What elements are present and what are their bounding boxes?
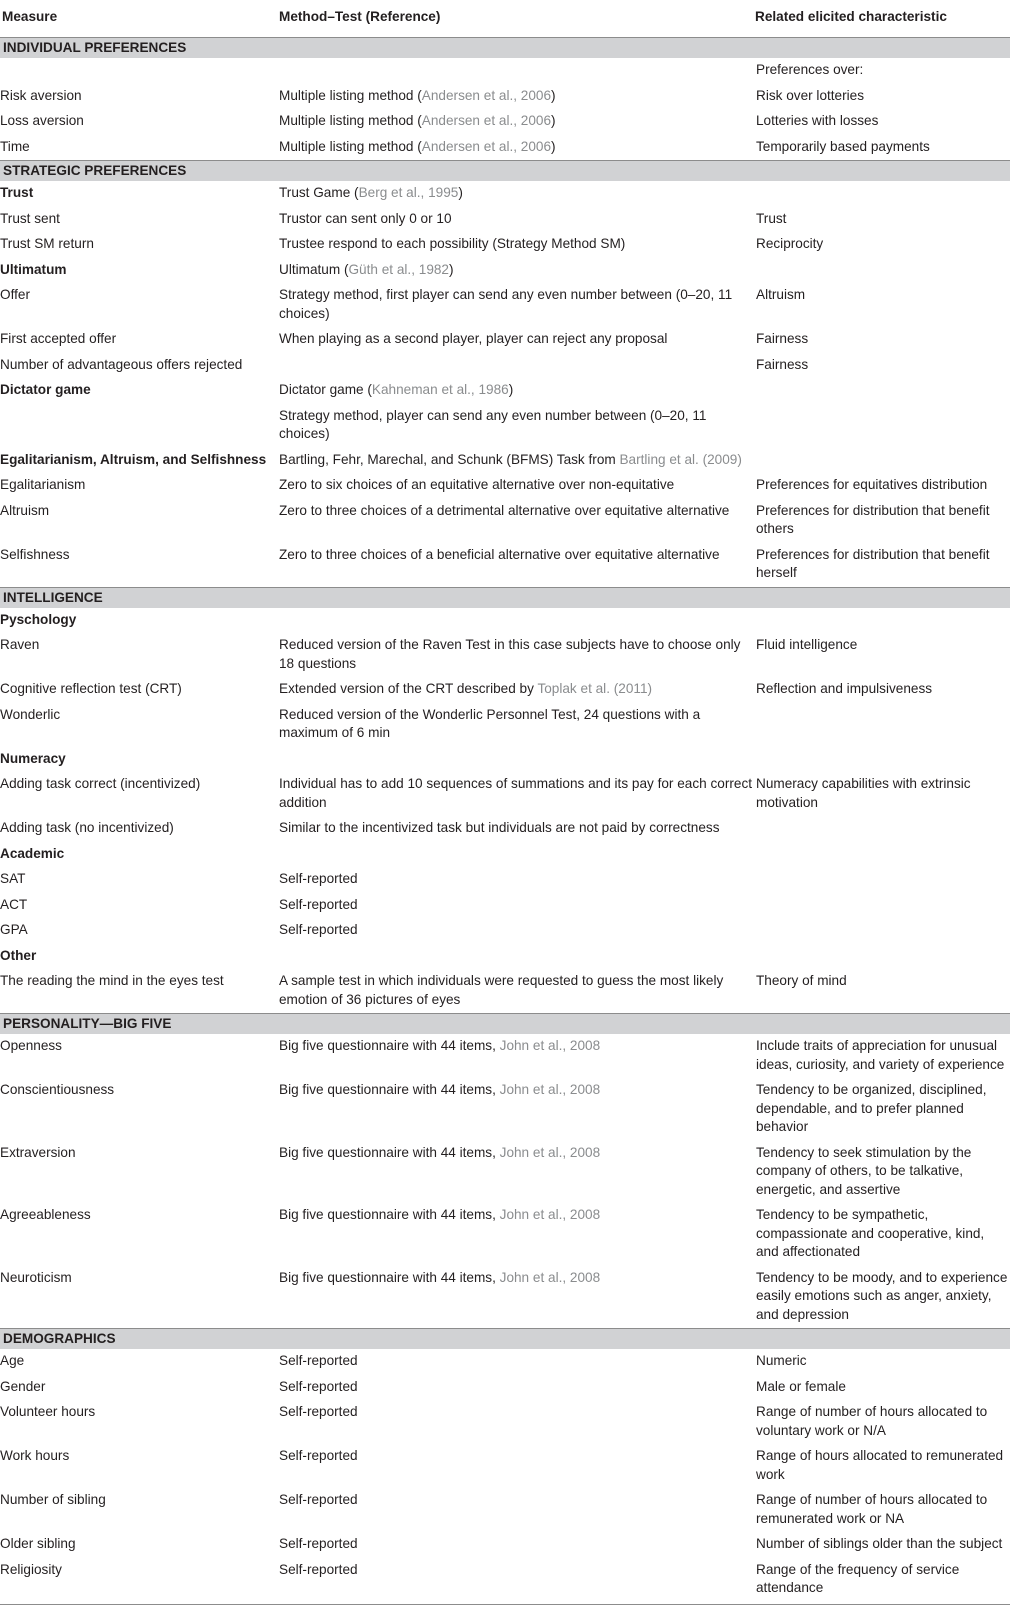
method-text: Similar to the incentivized task but individuals are not paid by correctness xyxy=(279,820,720,835)
table-row xyxy=(0,327,1010,353)
table-row xyxy=(0,633,1010,677)
method-text: Self-reported xyxy=(279,896,358,912)
method-cell xyxy=(277,135,753,161)
section-label: STRATEGIC PREFERENCES xyxy=(0,161,1010,182)
section-label: PERSONALITY—BIG FIVE xyxy=(0,1014,1010,1035)
method-cell xyxy=(277,283,753,327)
method-text: Zero to three choices of a detrimental alternative over equitative alternative xyxy=(279,502,730,518)
table-row xyxy=(0,499,1010,543)
reference-citation: John et al., 2008 xyxy=(499,1082,601,1097)
method-cell xyxy=(277,1349,753,1375)
measure-cell: Altruism xyxy=(0,502,50,518)
method-cell xyxy=(277,703,753,747)
table-row xyxy=(0,58,1010,84)
characteristic-cell: Altruism xyxy=(756,287,806,302)
method-text: Extended version of the CRT described by xyxy=(279,681,538,696)
reference-citation: Andersen et al., 2006 xyxy=(421,87,552,103)
method-text: Zero to six choices of an equitative alternative over non-equitative xyxy=(279,477,675,492)
method-cell xyxy=(277,327,753,353)
table-row xyxy=(0,109,1010,135)
measure-cell: Work hours xyxy=(0,1448,70,1463)
subgroup-row xyxy=(0,378,1010,404)
table-row xyxy=(0,543,1010,588)
table-row xyxy=(0,969,1010,1014)
table-row xyxy=(0,1034,1010,1078)
characteristic-cell: Range of the frequency of service attendance xyxy=(753,1558,1010,1605)
method-cell xyxy=(277,181,753,207)
table-row xyxy=(0,1349,1010,1375)
measure-cell: Adding task correct (incentivized) xyxy=(0,776,201,791)
method-text: Big five questionnaire with 44 items, xyxy=(279,1038,500,1053)
measure-cell: Neuroticism xyxy=(0,1269,72,1285)
table-row xyxy=(0,816,1010,842)
method-cell xyxy=(277,944,753,970)
table-body xyxy=(0,38,1010,1605)
characteristic-cell: Include traits of appreciation for unusual ideas, curiosity, and variety of experience xyxy=(756,1038,1005,1072)
subgroup-row xyxy=(0,608,1010,634)
measure-cell: Time xyxy=(0,138,30,154)
method-text: Multiple listing method ( xyxy=(279,138,422,154)
method-cell xyxy=(277,499,753,543)
measure-cell: ACT xyxy=(0,896,28,912)
measure-cell: GPA xyxy=(0,922,28,937)
measure-cell: Religiosity xyxy=(0,1558,277,1605)
method-cell xyxy=(277,1558,753,1605)
method-cell xyxy=(277,1203,753,1266)
measure-cell: Risk aversion xyxy=(0,87,82,103)
subgroup-row xyxy=(0,258,1010,284)
measure-cell: Number of sibling xyxy=(0,1492,106,1507)
subgroup-row xyxy=(0,747,1010,773)
method-text: Reduced version of the Raven Test in this case subjects have to choose only 18 questions xyxy=(279,637,741,671)
method-text-after: ) xyxy=(458,185,463,200)
table-row xyxy=(0,404,1010,448)
characteristic-cell xyxy=(753,842,1010,868)
measure-cell: Academic xyxy=(0,845,65,861)
table-row xyxy=(0,677,1010,703)
method-text: Individual has to add 10 sequences of summations and its pay for each correct addition xyxy=(279,776,753,810)
measure-cell: Offer xyxy=(0,287,30,302)
characteristic-cell xyxy=(753,448,1010,474)
method-text: Strategy method, player can send any even number between (0–20, 11 choices) xyxy=(279,407,707,441)
method-cell xyxy=(277,608,753,634)
table-row xyxy=(0,703,1010,747)
characteristic-cell xyxy=(753,893,1010,919)
measure-cell: Wonderlic xyxy=(0,706,61,722)
method-cell xyxy=(277,918,753,944)
characteristic-cell xyxy=(753,258,1010,284)
measure-cell: Age xyxy=(0,1353,25,1368)
characteristic-cell: Preferences for equitatives distribution xyxy=(756,477,988,492)
characteristic-cell: Tendency to be sympathetic, compassionate and cooperative, kind, and affectionated xyxy=(756,1207,985,1259)
table-row xyxy=(0,135,1010,161)
measure-cell: Other xyxy=(0,947,37,963)
method-cell xyxy=(277,1034,753,1078)
method-text-after: ) xyxy=(551,138,556,154)
measure-cell: SAT xyxy=(0,871,26,886)
table-row xyxy=(0,1203,1010,1266)
method-text: Self-reported xyxy=(279,1378,358,1394)
measure-cell: Raven xyxy=(0,637,40,652)
characteristic-cell: Preferences over: xyxy=(756,62,864,77)
subgroup-row xyxy=(0,448,1010,474)
section-label: INDIVIDUAL PREFERENCES xyxy=(0,38,1010,59)
subgroup-row xyxy=(0,181,1010,207)
method-text: Bartling, Fehr, Marechal, and Schunk (BFMS) Task from xyxy=(279,451,620,467)
method-cell xyxy=(277,109,753,135)
measure-cell: Egalitarianism xyxy=(0,477,86,492)
method-cell xyxy=(277,404,753,448)
characteristic-cell xyxy=(753,747,1010,773)
table-row xyxy=(0,84,1010,110)
table-row xyxy=(0,1532,1010,1558)
method-text: Ultimatum ( xyxy=(279,261,349,277)
characteristic-cell: Reciprocity xyxy=(756,236,824,251)
table-row xyxy=(0,232,1010,258)
method-text: Strategy method, first player can send any even number between (0–20, 11 choices) xyxy=(279,287,733,321)
section-header-row xyxy=(0,587,1010,608)
characteristic-cell: Tendency to be organized, disciplined, dependable, and to prefer planned behavior xyxy=(756,1082,987,1134)
reference-citation: Berg et al., 1995 xyxy=(358,185,459,200)
characteristic-cell: Range of number of hours allocated to remunerated work or NA xyxy=(756,1492,988,1526)
characteristic-cell xyxy=(753,703,1010,747)
characteristic-cell: Tendency to seek stimulation by the company of others, to be talkative, energetic, and assertive xyxy=(756,1144,972,1197)
table-row xyxy=(0,893,1010,919)
method-cell xyxy=(277,207,753,233)
method-cell xyxy=(277,232,753,258)
characteristic-cell: Preferences for distribution that benefit others xyxy=(756,502,990,536)
table-row xyxy=(0,1266,1010,1329)
reference-citation: Güth et al., 1982 xyxy=(348,261,449,277)
table-row xyxy=(0,473,1010,499)
characteristic-cell: Numeracy capabilities with extrinsic motivation xyxy=(756,776,971,810)
section-label: DEMOGRAPHICS xyxy=(0,1329,1010,1350)
characteristic-cell xyxy=(753,867,1010,893)
method-text: Trust Game ( xyxy=(279,185,359,200)
characteristic-cell: Range of hours allocated to remunerated work xyxy=(756,1448,1004,1482)
measure-cell: Volunteer hours xyxy=(0,1404,96,1419)
method-text: Self-reported xyxy=(279,1561,358,1577)
characteristic-cell: Tendency to be moody, and to experience easily emotions such as anger, anxiety, and depression xyxy=(756,1269,1008,1322)
table-row xyxy=(0,353,1010,379)
header-characteristic: Related elicited characteristic xyxy=(753,0,1010,38)
table-header-row xyxy=(0,0,1010,38)
method-text-after: ) xyxy=(449,261,454,277)
method-cell xyxy=(277,1488,753,1532)
characteristic-cell xyxy=(753,608,1010,634)
measure-cell: Openness xyxy=(0,1038,62,1053)
section-label: INTELLIGENCE xyxy=(0,587,1010,608)
reference-citation: John et al., 2008 xyxy=(499,1144,601,1160)
subgroup-row xyxy=(0,944,1010,970)
characteristic-cell: Male or female xyxy=(756,1378,846,1394)
characteristic-cell xyxy=(753,378,1010,404)
reference-citation: Bartling et al. (2009) xyxy=(619,451,742,467)
characteristic-cell: Fluid intelligence xyxy=(756,637,858,652)
table-row xyxy=(0,1400,1010,1444)
measure-cell: Gender xyxy=(0,1378,46,1394)
method-text: A sample test in which individuals were requested to guess the most likely emotion of 36 pictures of eyes xyxy=(279,973,724,1007)
measure-cell: Pyschology xyxy=(0,611,77,627)
measure-cell: Egalitarianism, Altruism, and Selfishness xyxy=(0,451,267,467)
characteristic-cell: Reflection and impulsiveness xyxy=(756,681,933,696)
subgroup-row xyxy=(0,842,1010,868)
method-text: Self-reported xyxy=(279,1448,358,1463)
table-row xyxy=(0,918,1010,944)
method-text: Self-reported xyxy=(279,1404,358,1419)
method-cell xyxy=(277,747,753,773)
header-measure: Measure xyxy=(0,0,277,38)
characteristic-cell: Fairness xyxy=(756,331,809,346)
method-text: Big five questionnaire with 44 items, xyxy=(279,1144,500,1160)
measure-cell: Agreeableness xyxy=(0,1207,91,1222)
method-cell xyxy=(277,772,753,816)
method-text: Multiple listing method ( xyxy=(279,87,422,103)
measure-cell: First accepted offer xyxy=(0,331,117,346)
table-row xyxy=(0,1078,1010,1141)
header-method: Method–Test (Reference) xyxy=(277,0,753,38)
method-cell xyxy=(277,378,753,404)
measure-cell: Dictator game xyxy=(0,382,91,397)
method-text: Self-reported xyxy=(279,1492,358,1507)
measure-cell: Cognitive reflection test (CRT) xyxy=(0,681,182,696)
method-text: Big five questionnaire with 44 items, xyxy=(279,1269,500,1285)
method-text: Self-reported xyxy=(279,871,358,886)
measure-cell: Number of advantageous offers rejected xyxy=(0,356,243,372)
measure-cell: The reading the mind in the eyes test xyxy=(0,973,224,988)
method-cell xyxy=(277,677,753,703)
reference-citation: Kahneman et al., 1986 xyxy=(371,382,509,397)
characteristic-cell xyxy=(753,944,1010,970)
reference-citation: Andersen et al., 2006 xyxy=(421,113,552,128)
method-cell xyxy=(277,969,753,1014)
method-text: Big five questionnaire with 44 items, xyxy=(279,1207,500,1222)
method-text: Trustor can sent only 0 or 10 xyxy=(279,210,452,226)
method-cell xyxy=(277,1266,753,1329)
measure-cell xyxy=(0,58,277,84)
method-text: Big five questionnaire with 44 items, xyxy=(279,1082,500,1097)
method-cell xyxy=(277,633,753,677)
method-cell xyxy=(277,893,753,919)
table-row xyxy=(0,772,1010,816)
section-header-row xyxy=(0,1014,1010,1035)
characteristic-cell: Theory of mind xyxy=(756,973,847,988)
method-text: Dictator game ( xyxy=(279,382,372,397)
measure-cell: Trust sent xyxy=(0,210,60,226)
method-text: Trustee respond to each possibility (Strategy Method SM) xyxy=(279,236,626,251)
method-cell xyxy=(277,448,753,474)
characteristic-cell: Temporarily based payments xyxy=(756,138,930,154)
characteristic-cell: Risk over lotteries xyxy=(756,87,865,103)
method-cell xyxy=(277,84,753,110)
method-cell xyxy=(277,816,753,842)
characteristic-cell: Lotteries with losses xyxy=(756,113,879,128)
method-cell xyxy=(277,842,753,868)
measure-cell: Older sibling xyxy=(0,1536,76,1551)
table-row xyxy=(0,867,1010,893)
characteristic-cell: Number of siblings older than the subject xyxy=(756,1536,1003,1551)
reference-citation: John et al., 2008 xyxy=(499,1038,601,1053)
method-cell xyxy=(277,1532,753,1558)
table-row xyxy=(0,1141,1010,1204)
method-text: When playing as a second player, player can reject any proposal xyxy=(279,331,668,346)
measure-cell: Ultimatum xyxy=(0,261,67,277)
method-cell xyxy=(277,867,753,893)
method-cell xyxy=(277,543,753,588)
reference-citation: John et al., 2008 xyxy=(499,1269,601,1285)
measure-cell: Adding task (no incentivized) xyxy=(0,820,174,835)
measure-cell: Trust SM return xyxy=(0,236,94,251)
section-header-row xyxy=(0,1329,1010,1350)
measure-cell: Numeracy xyxy=(0,750,66,766)
characteristic-cell: Range of number of hours allocated to voluntary work or N/A xyxy=(756,1404,988,1438)
method-text: Self-reported xyxy=(279,1353,358,1368)
characteristic-cell: Fairness xyxy=(756,356,809,372)
table-row xyxy=(0,283,1010,327)
method-cell xyxy=(277,1400,753,1444)
method-cell xyxy=(277,353,753,379)
characteristic-cell: Numeric xyxy=(756,1353,807,1368)
measure-cell xyxy=(0,404,277,448)
method-text: Multiple listing method ( xyxy=(279,113,422,128)
reference-citation: John et al., 2008 xyxy=(499,1207,601,1222)
table-row xyxy=(0,1444,1010,1488)
method-cell xyxy=(277,1375,753,1401)
characteristic-cell: Trust xyxy=(756,210,787,226)
method-cell xyxy=(277,58,753,84)
characteristic-cell xyxy=(753,816,1010,842)
reference-citation: Andersen et al., 2006 xyxy=(421,138,552,154)
section-header-row xyxy=(0,161,1010,182)
method-text: Self-reported xyxy=(279,922,358,937)
table-row xyxy=(0,1488,1010,1532)
characteristic-cell xyxy=(753,181,1010,207)
characteristic-cell xyxy=(753,918,1010,944)
method-text: Self-reported xyxy=(279,1536,358,1551)
method-cell xyxy=(277,1444,753,1488)
method-text-after: ) xyxy=(551,113,556,128)
method-cell xyxy=(277,258,753,284)
table-row xyxy=(0,1375,1010,1401)
method-cell xyxy=(277,1141,753,1204)
method-text-after: ) xyxy=(508,382,514,397)
section-header-row xyxy=(0,38,1010,59)
measure-cell: Conscientiousness xyxy=(0,1082,115,1097)
method-cell xyxy=(277,473,753,499)
measure-cell: Trust xyxy=(0,185,34,200)
method-cell xyxy=(277,1078,753,1141)
method-text: Reduced version of the Wonderlic Personnel Test, 24 questions with a maximum of 6 min xyxy=(279,706,701,740)
reference-citation: Toplak et al. (2011) xyxy=(537,681,653,696)
table-row xyxy=(0,1558,1010,1605)
measure-cell: Loss aversion xyxy=(0,113,84,128)
measure-cell: Selfishness xyxy=(0,546,70,562)
characteristic-cell: Preferences for distribution that benefit herself xyxy=(756,546,990,580)
measure-cell: Extraversion xyxy=(0,1144,76,1160)
characteristic-cell xyxy=(753,404,1010,448)
table-row xyxy=(0,207,1010,233)
method-text-after: ) xyxy=(551,87,556,103)
method-text: Zero to three choices of a beneficial alternative over equitative alternative xyxy=(279,546,720,562)
